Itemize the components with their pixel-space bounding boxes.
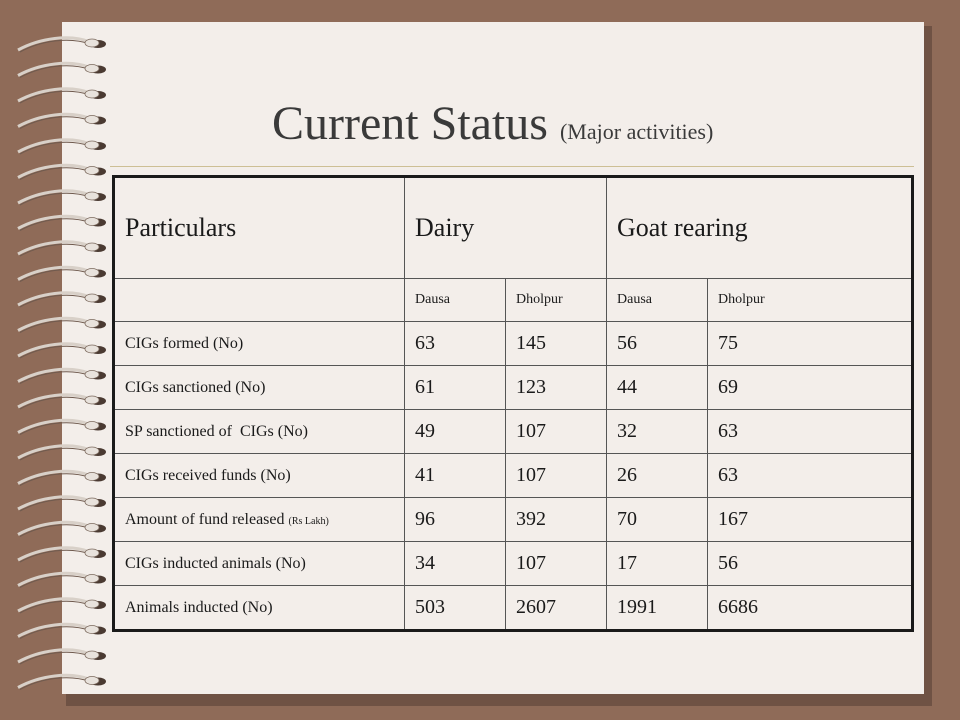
- row-label: CIGs received funds (No): [114, 454, 405, 498]
- binding-ring-icon: [18, 38, 106, 52]
- cell-value: 26: [607, 454, 708, 498]
- binding-ring-icon: [18, 369, 106, 383]
- binding-ring-icon: [18, 216, 106, 230]
- cell-value: 49: [405, 410, 506, 454]
- cell-value: 96: [405, 498, 506, 542]
- cell-value: 107: [506, 410, 607, 454]
- title-subtitle: (Major activities): [559, 119, 714, 144]
- binding-ring-icon: [18, 114, 106, 128]
- cell-value: 63: [708, 410, 913, 454]
- binding-ring-icon: [18, 446, 106, 460]
- cell-value: 44: [607, 366, 708, 410]
- binding-ring-icon: [18, 471, 106, 485]
- binding-ring-icon: [18, 548, 106, 562]
- cell-value: 167: [708, 498, 913, 542]
- cell-value: 17: [607, 542, 708, 586]
- binding-ring-icon: [18, 497, 106, 511]
- cell-value: 392: [506, 498, 607, 542]
- table-row: [114, 366, 913, 410]
- binding-ring-icon: [18, 140, 106, 154]
- row-label: Animals inducted (No): [114, 586, 405, 631]
- cell-value: 107: [506, 454, 607, 498]
- binding-ring-icon: [18, 191, 106, 205]
- subheader-empty: [114, 279, 405, 322]
- header-goat-rearing: Goat rearing: [607, 177, 913, 279]
- subheader-dairy-dholpur: Dholpur: [506, 279, 607, 322]
- cell-value: 503: [405, 586, 506, 631]
- binding-ring-icon: [18, 318, 106, 332]
- cell-value: 32: [607, 410, 708, 454]
- cell-value: 1991: [607, 586, 708, 631]
- binding-ring-icon: [18, 650, 106, 664]
- row-label: CIGs sanctioned (No): [114, 366, 405, 410]
- subheader-goat-dholpur: Dholpur: [708, 279, 913, 322]
- cell-value: 145: [506, 322, 607, 366]
- binding-ring-icon: [18, 165, 106, 179]
- row-label: [114, 498, 405, 542]
- binding-ring-icon: [18, 599, 106, 613]
- spiral-binding: [10, 22, 120, 702]
- row-label: CIGs inducted animals (No): [114, 542, 405, 586]
- header-particulars: Particulars: [114, 177, 405, 279]
- row-label: CIGs formed (No): [114, 322, 405, 366]
- cell-value: 69: [708, 366, 913, 410]
- cell-value: 70: [607, 498, 708, 542]
- table-row: [114, 454, 913, 498]
- cell-value: 56: [607, 322, 708, 366]
- title-divider: [110, 166, 914, 167]
- cell-value: 63: [708, 454, 913, 498]
- cell-value: 2607: [506, 586, 607, 631]
- table-row: [114, 410, 913, 454]
- table-row: [114, 322, 913, 366]
- header-dairy: Dairy: [405, 177, 607, 279]
- table-row: [114, 586, 913, 631]
- cell-value: 63: [405, 322, 506, 366]
- status-table: [112, 175, 914, 632]
- row-label-text: Amount of fund released: [125, 510, 289, 528]
- row-label-unit: (Rs Lakh): [288, 515, 329, 527]
- binding-ring-icon: [18, 267, 106, 281]
- table-row: [114, 498, 913, 542]
- binding-ring-icon: [18, 89, 106, 103]
- table-subheader-row: [114, 279, 913, 322]
- cell-value: 56: [708, 542, 913, 586]
- slide-title: [272, 96, 713, 160]
- subheader-goat-dausa: Dausa: [607, 279, 708, 322]
- title-text: Current Status: [272, 97, 548, 150]
- binding-ring-icon: [18, 522, 106, 536]
- binding-ring-icon: [18, 395, 106, 409]
- cell-value: 6686: [708, 586, 913, 631]
- table-header-row: [114, 177, 913, 279]
- cell-value: 123: [506, 366, 607, 410]
- binding-ring-icon: [18, 573, 106, 587]
- binding-ring-icon: [18, 242, 106, 256]
- binding-ring-icon: [18, 420, 106, 434]
- binding-ring-icon: [18, 624, 106, 638]
- binding-ring-icon: [18, 63, 106, 77]
- cell-value: 34: [405, 542, 506, 586]
- binding-ring-icon: [18, 344, 106, 358]
- cell-value: 75: [708, 322, 913, 366]
- cell-value: 41: [405, 454, 506, 498]
- cell-value: 107: [506, 542, 607, 586]
- row-label: SP sanctioned of CIGs (No): [114, 410, 405, 454]
- cell-value: 61: [405, 366, 506, 410]
- binding-ring-icon: [18, 675, 106, 689]
- subheader-dairy-dausa: Dausa: [405, 279, 506, 322]
- table-row: [114, 542, 913, 586]
- binding-ring-icon: [18, 293, 106, 307]
